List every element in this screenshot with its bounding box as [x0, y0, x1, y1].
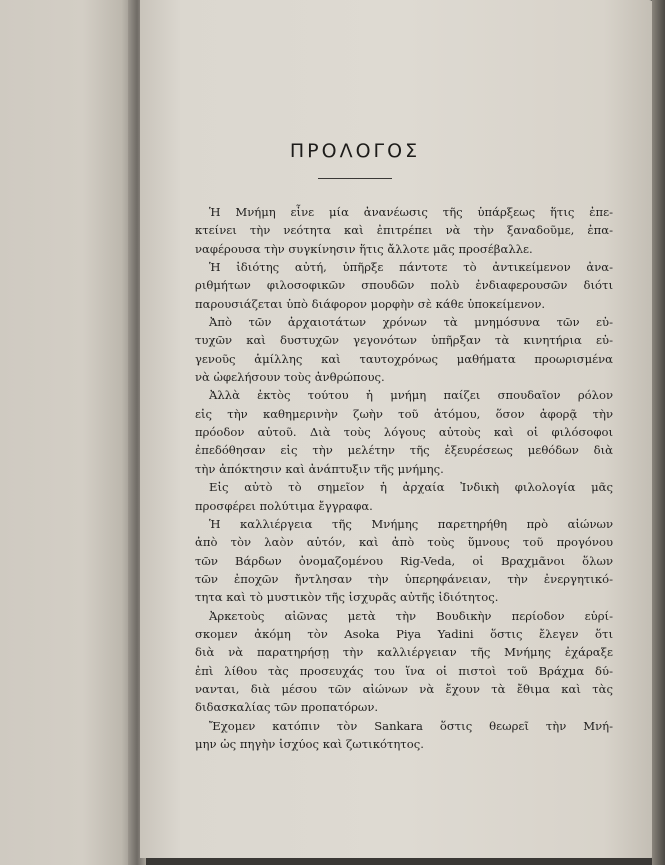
text-line: ναφέρουσα τὴν συγκίνησιν ἥτις ἄλλοτε μᾶς προσέβαλλε. — [195, 241, 533, 256]
text-line: διδασκαλίας τῶν προπατόρων. — [195, 700, 379, 715]
title-rule — [318, 178, 392, 179]
page-title: ΠΡΟΛΟΓΟΣ — [289, 140, 421, 162]
text-line: προσφέρει πολύτιμα ἔγγραφα. — [195, 498, 373, 513]
text-line: νανται, διὰ μέσου τῶν αἰώνων νὰ ἔχουν τὰ ἔθιμα καὶ τὰς — [195, 681, 613, 696]
text-line: τητα καὶ τὸ μυστικὸν τῆς ἰσχυρᾶς αὐτῆς ἰδιότητος. — [195, 590, 499, 605]
text-line: Ἡ καλλιέργεια τῆς Μνήμης παρετηρήθη πρὸ αἰώνων — [209, 516, 613, 531]
text-line: κτείνει τὴν νεότητα καὶ ἐπιτρέπει νὰ τὴν ξαναδοῦμε, ἐπα- — [195, 223, 613, 238]
text-line: Ἀρκετοὺς αἰῶνας μετὰ τὴν Βουδικὴν περίοδον εὑρί- — [209, 608, 613, 623]
text-line: τῶν Βάρδων ὀνομαζομένου Rig-Veda, οἱ Βραχμᾶνοι ὅλων — [195, 553, 613, 568]
page-edge — [652, 0, 665, 865]
left-page — [0, 0, 138, 865]
text-line: τὴν ἀπόκτησιν καὶ ἀνάπτυξιν τῆς μνήμης. — [195, 461, 444, 476]
text-line: παρουσιάζεται ὑπὸ διάφορον μορφὴν σὲ κάθε ὑποκείμενον. — [195, 296, 546, 311]
text-line: Ἀλλὰ ἐκτὸς τούτου ἡ μνήμη παίζει σπουδαῖον ρόλον — [209, 388, 613, 403]
text-line: Ἡ ἰδιότης αὐτή, ὑπῆρξε πάντοτε τὸ ἀντικείμενον ἀνα- — [209, 260, 613, 275]
text-line: Ἀπὸ τῶν ἀρχαιοτάτων χρόνων τὰ μνημόσυνα τῶν εὐ- — [209, 315, 613, 330]
text-line: πρόοδον αὐτοῦ. Διὰ τοὺς λόγους αὐτοὺς καὶ οἱ φιλόσοφοι — [195, 425, 613, 440]
text-line: τῶν ἐποχῶν ἤντλησαν τὴν ὑπερηφάνειαν, τὴν ἐνεργητικό- — [195, 571, 613, 586]
text-line: σκομεν ἀκόμη τὸν Asoka Piya Yadini ὅστις ἔλεγεν ὅτι — [195, 626, 613, 641]
text-line: ριθμήτων φιλοσοφικῶν σπουδῶν πολὺ ἐνδιαφερουσῶν διότι — [195, 278, 613, 293]
text-line: τυχῶν καὶ δυστυχῶν γεγονότων ὑπῆρξαν τὰ κινητήρια εὐ- — [195, 333, 613, 348]
text-line: Ἡ Μνήμη εἶνε μία ἀνανέωσις τῆς ὑπάρξεως ἥτις ἐπε- — [209, 205, 613, 219]
text-line: νὰ ὠφελήσουν τοὺς ἀνθρώπους. — [195, 370, 385, 385]
text-line: διὰ νὰ παρατηρήσῃ τὴν καλλιέργειαν τῆς Μνήμης ἐχάραξε — [195, 645, 613, 660]
text-line: εἰς τὴν καθημερινὴν ζωὴν τοῦ ἀτόμου, ὅσον ἀφορᾷ τὴν — [195, 406, 613, 421]
text-line: Εἰς αὐτὸ τὸ σημεῖον ἡ ἀρχαία Ἰνδικὴ φιλολογία μᾶς — [209, 480, 613, 495]
body-text — [195, 203, 613, 753]
text-line: Ἔχομεν κατόπιν τὸν Sankara ὅστις θεωρεῖ τὴν Μνή- — [209, 718, 613, 733]
text-line: ἐπεδόθησαν εἰς τὴν μελέτην τῆς ἐξευρέσεως μεθόδων διὰ — [195, 443, 613, 458]
text-line: γενοῦς ἁμίλλης καὶ ταυτοχρόνως μαθήματα προωρισμένα — [195, 351, 613, 366]
text-line: ἀπὸ τὸν λαὸν αὐτόν, καὶ ἀπὸ τοὺς ὕμνους τοῦ προγόνου — [195, 535, 613, 550]
text-line: ἐπὶ λίθου τὰς προσευχάς του ἵνα οἱ πιστοὶ τοῦ Βράχμα δύ- — [195, 663, 613, 678]
text-line: μην ὡς πηγὴν ἰσχύος καὶ ζωτικότητος. — [195, 736, 424, 751]
